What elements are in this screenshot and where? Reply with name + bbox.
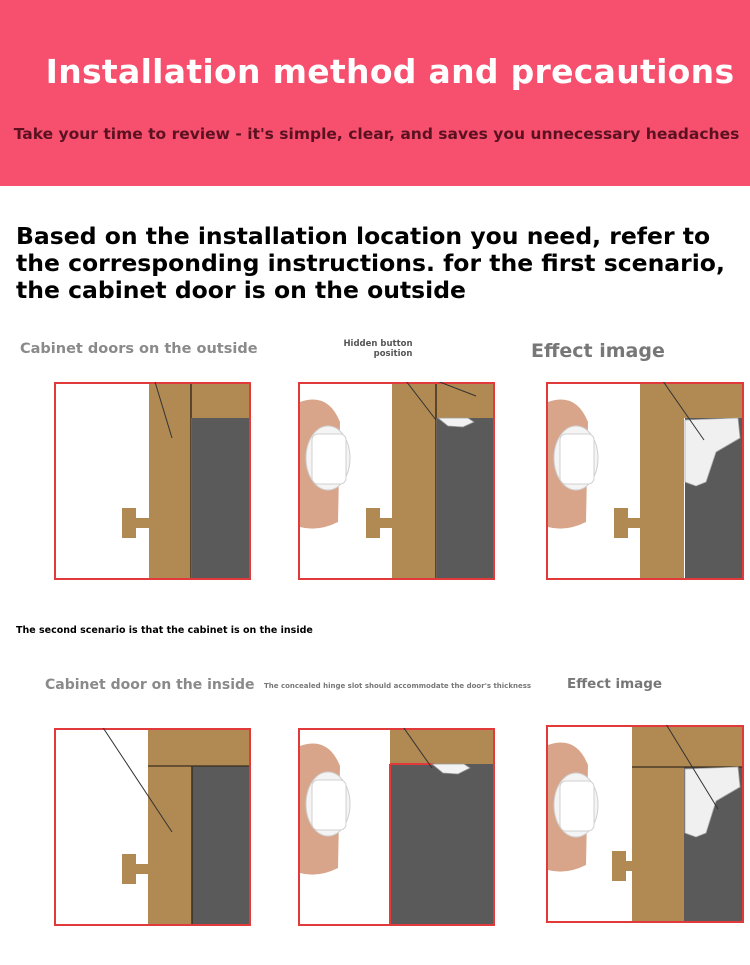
banner-title: Installation method and precautions [45,52,735,91]
hidden-button-line2: position [373,349,413,359]
diagram-door-inside [54,728,251,926]
label-effect-image-1: Effect image [531,340,665,362]
banner-subtitle: Take your time to review - it's simple, clear, and saves you unnecessary headaches [13,125,740,143]
label-cabinet-door-inside: Cabinet door on the inside [45,677,255,693]
diagram-door-outside [54,382,251,580]
label-concealed-hinge: The concealed hinge slot should accommodate the door's thickness [264,682,532,690]
scenario2-intro: The second scenario is that the cabinet is on the inside [16,625,313,636]
label-hidden-button-position [333,339,423,359]
header-banner [0,0,750,186]
label-effect-image-2: Effect image [567,676,663,692]
diagram-concealed-hinge [298,728,495,926]
hidden-button-line1: Hidden button [343,339,413,349]
label-cabinet-doors-outside: Cabinet doors on the outside [20,341,258,357]
diagram-effect-2 [546,725,744,923]
intro-heading: Based on the installation location you need, refer to the corresponding instructions. for the first scenario, the cabinet door is on the outside [16,222,725,304]
diagram-hidden-button [298,382,495,580]
diagram-effect-1 [546,382,744,580]
